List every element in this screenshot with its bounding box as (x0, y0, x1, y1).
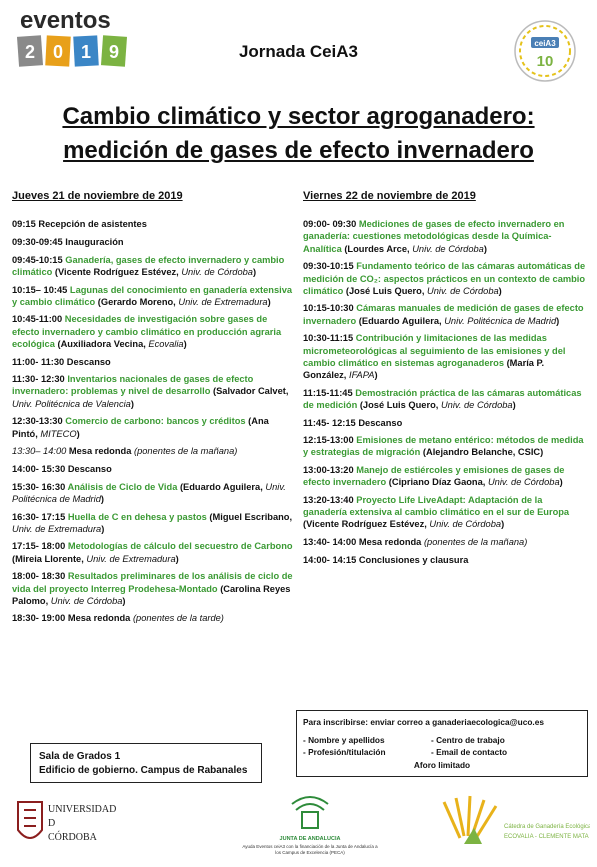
item-time: 11:45- 12:15 (303, 417, 356, 428)
item-talk-title: Metodologías de cálculo del secuestro de Carbono (65, 541, 293, 552)
uco-logo-line1: UNIVERSIDAD (48, 804, 117, 815)
item-close-paren: ) (100, 493, 104, 504)
schedule-item (303, 554, 588, 566)
item-speaker: (María P. González, (303, 357, 545, 380)
item-speaker: (Carolina Reyes Palomo, (12, 583, 291, 606)
item-time: 10:30-11:15 (303, 333, 354, 344)
item-time: 09:15 (12, 219, 36, 230)
item-talk-title: Ganadería, gases de efecto invernadero y cambio climático (12, 254, 285, 277)
item-speaker: (Miguel Escribano, (206, 511, 293, 522)
schedule-item (303, 332, 588, 381)
day1-heading: Jueves 21 de noviembre de 2019 (12, 190, 183, 202)
schedule-item (303, 464, 588, 488)
item-close-paren: ) (512, 399, 516, 410)
schedule-item (303, 536, 588, 548)
ceia3-10-logo (512, 18, 578, 84)
day2-heading: Viernes 22 de noviembre de 2019 (303, 190, 476, 202)
item-affiliation: Univ. de Extremadura (175, 296, 268, 307)
item-affiliation: Univ. de Córdoba (485, 477, 560, 488)
item-close-paren: ) (76, 428, 80, 439)
item-talk-title: Cámaras manuales de medición de gases de efecto invernadero (303, 303, 584, 326)
item-time: 11:15-11:45 (303, 387, 353, 398)
item-affiliation: Univ. de Córdoba (48, 595, 123, 606)
schedule-item (303, 387, 588, 411)
item-time: 10:15– 10:45 (12, 284, 68, 295)
registration-box (296, 710, 588, 777)
eventos-logo-word: eventos (20, 7, 111, 34)
item-time: 15:30- 16:30 (12, 481, 66, 492)
item-speaker: (Lourdes Arce, (341, 243, 410, 254)
item-close-paren: ) (130, 398, 134, 409)
item-close-paren: ) (267, 296, 271, 307)
schedule-item (12, 481, 294, 505)
schedule-item (12, 373, 294, 410)
schedule-item (12, 612, 294, 624)
schedule-item (12, 445, 294, 457)
item-talk-title: Demostración práctica de las cámaras automáticas de medición (303, 387, 582, 410)
schedule-item (12, 415, 294, 439)
item-affiliation: (ponentes de la mañana) (131, 446, 238, 457)
schedule-item (12, 254, 294, 278)
item-talk-title: Fundamento teórico de las cámaras automáticas de medición de CO₂: aspectos prácticos en un contexto de cambio climático (303, 261, 586, 296)
item-text: Mesa redonda (356, 537, 422, 548)
item-text: Mesa redonda (66, 446, 132, 457)
item-affiliation: Univ. Politécnica de Madrid (12, 481, 286, 504)
schedule-item (12, 511, 294, 535)
schedule-item (303, 434, 588, 458)
schedule-item (303, 417, 588, 429)
item-time: 13:00-13:20 (303, 465, 354, 476)
item-close-paren: ) (175, 553, 179, 564)
item-affiliation: Univ. de Extremadura (83, 553, 176, 564)
item-speaker: (José Luis Quero, (357, 399, 439, 410)
registration-field-name: - Nombre y apellidos (303, 735, 385, 745)
item-speaker: (Alejandro Belanche, CSIC) (420, 447, 544, 458)
event-title: Jornada CeiA3 (238, 42, 359, 61)
uco-logo-line2: D (48, 818, 56, 829)
item-speaker: (Gerardo Moreno, (95, 296, 176, 307)
day2-items (303, 218, 588, 566)
item-speaker: (Cipriano Díaz Gaona, (386, 477, 486, 488)
item-affiliation: (ponentes de la tarde) (130, 613, 224, 624)
item-text: Inauguración (62, 236, 124, 247)
item-close-paren: ) (122, 595, 126, 606)
junta-andalucia-logo (240, 790, 380, 860)
item-talk-title: Proyecto Life LiveAdapt: Adaptación de la ganadería extensiva al cambio climático en el sur de Europa (303, 495, 570, 518)
schedule-item (12, 218, 294, 230)
ceia3-logo-text: ceiA3 (534, 39, 556, 48)
venue-building: Edificio de gobierno. Campus de Rabanales (39, 765, 248, 776)
item-close-paren: ) (498, 285, 502, 296)
item-speaker: (José Luis Quero, (343, 285, 425, 296)
item-affiliation: Univ. Politécnica de Madrid (441, 315, 557, 326)
item-text: Descanso (64, 356, 111, 367)
item-affiliation: (ponentes de la mañana) (421, 537, 528, 548)
schedule-item (12, 236, 294, 248)
schedule-item (303, 260, 588, 297)
item-talk-title: Comercio de carbono: bancos y créditos (62, 416, 246, 427)
schedule-item (12, 463, 294, 475)
ecovalia-logo (430, 788, 590, 858)
item-speaker: (Ana Pintó, (12, 416, 269, 439)
item-talk-title: Contribución y limitaciones de las medidas micrometeorológicas al seguimiento de las emisiones y del cambio climático en sistemas agroganaderos (303, 333, 566, 368)
registration-field-profession: - Profesión/titulación (303, 747, 386, 757)
item-affiliation: IFAPA (346, 369, 375, 380)
item-close-paren: ) (501, 519, 505, 530)
schedule-item (12, 540, 294, 564)
schedule-item (12, 570, 294, 607)
item-speaker: (Vicente Rodríguez Estévez, (303, 519, 427, 530)
item-close-paren: ) (183, 338, 187, 349)
item-time: 17:15- 18:00 (12, 541, 66, 552)
main-title (0, 100, 597, 168)
registration-intro: Para inscribirse: enviar correo a ganaderiaecologica@uco.es (303, 717, 544, 727)
eventos-year-digit: 1 (80, 42, 92, 62)
item-speaker: (Eduardo Aguilera, (356, 315, 442, 326)
item-affiliation: Univ. de Córdoba (426, 519, 502, 530)
item-time: 18:30- 19:00 (12, 613, 66, 624)
ecovalia-line1: Cátedra de Ganadería Ecológica (504, 824, 590, 830)
eventos-year-digit: 0 (52, 42, 64, 62)
item-talk-title: Mediciones de gases de efecto invernadero en ganadería: cuestiones metodológicas desde la Química-Analítica (303, 219, 565, 254)
junta-logo-name: JUNTA DE ANDALUCIA (279, 836, 341, 842)
eventos-year-digit: 2 (24, 42, 36, 62)
item-speaker: (Mireia Llorente, (12, 553, 84, 564)
uco-logo-line3: CÓRDOBA (48, 832, 97, 843)
item-close-paren: ) (252, 266, 257, 277)
day2-schedule (303, 190, 588, 572)
item-time: 16:30- 17:15 (12, 511, 66, 522)
item-close-paren: ) (374, 369, 378, 380)
item-talk-title: Necesidades de investigación sobre gases de efecto invernadero y cambio climático en producción agraria ecológica (12, 314, 282, 349)
schedule-item (303, 302, 588, 326)
registration-field-workplace: - Centro de trabajo (431, 735, 505, 745)
junta-caption: Ayuda Eventos ceiA3 con la financiación de la Junta de Andalucía a los Campus de Excelencia (PECA) (242, 844, 378, 855)
universidad-cordoba-logo (12, 796, 122, 856)
item-close-paren: ) (483, 243, 487, 254)
item-affiliation: Univ. de Córdoba (409, 243, 484, 254)
item-speaker: (Vicente Rodríguez Estévez, (52, 266, 179, 277)
day1-items (12, 218, 294, 624)
item-affiliation: Univ. de Extremadura (12, 523, 102, 534)
item-time: 18:00- 18:30 (12, 571, 66, 582)
item-text: Descanso (355, 417, 403, 428)
day1-schedule (12, 190, 294, 630)
schedule-item (303, 218, 588, 255)
item-talk-title: Inventarios nacionales de gases de efecto invernadero: problemas y nivel de desarrollo (12, 374, 254, 397)
item-time: 10:15-10:30 (303, 303, 354, 314)
item-affiliation: Univ. de Córdoba (424, 285, 499, 296)
ceia3-logo-number: 10 (536, 53, 554, 70)
item-close-paren: ) (556, 315, 560, 326)
schedule-item (12, 284, 294, 308)
ecovalia-line2: ECOVALIA - CLEMENTE MATA (504, 834, 589, 840)
item-affiliation: Univ. Politécnica de Valencia (12, 398, 131, 409)
item-speaker: (Salvador Calvet, (210, 386, 289, 397)
item-talk-title: Emisiones de metano entérico: métodos de medida y estrategias de migración (303, 435, 584, 458)
item-affiliation: Ecovalia (145, 338, 184, 349)
item-time: 12:30-13:30 (12, 416, 63, 427)
item-time: 13:30– 14:00 (12, 446, 67, 457)
item-time: 11:00- 11:30 (12, 356, 65, 367)
item-text: Descanso (65, 463, 112, 474)
schedule-item (12, 356, 294, 368)
venue-room: Sala de Grados 1 (39, 751, 121, 762)
main-title-line1: Cambio climático y sector agroganadero: (62, 103, 535, 130)
item-close-paren: ) (101, 523, 105, 534)
item-time: 14:00- 15:30 (12, 463, 66, 474)
item-time: 09:30-10:15 (303, 261, 354, 272)
venue-box (30, 743, 262, 783)
item-talk-title: Huella de C en dehesa y pastos (65, 511, 207, 522)
item-talk-title: Análisis de Ciclo de Vida (65, 481, 178, 492)
item-talk-title: Manejo de estiércoles y emisiones de gases de efecto invernadero (303, 465, 565, 488)
item-text: Conclusiones y clausura (356, 554, 469, 565)
item-time: 12:15-13:00 (303, 435, 354, 446)
item-talk-title: Resultados preliminares de los análisis de ciclo de vida del proyecto Interreg Prodehesa-Montado (12, 571, 293, 594)
item-time: 14:00- 14:15 (303, 554, 357, 565)
schedule-item (303, 494, 588, 531)
item-affiliation: Univ. de Córdoba (438, 399, 513, 410)
eventos-year-digit: 9 (108, 42, 120, 62)
main-title-line2: medición de gases de efecto invernadero (63, 137, 534, 164)
item-speaker: (Auxiliadora Vecina, (54, 338, 146, 349)
registration-field-email: - Email de contacto (431, 747, 508, 757)
item-text: Mesa redonda (65, 613, 131, 624)
item-affiliation: Univ. de Córdoba (178, 266, 253, 277)
registration-capacity-note: Aforo limitado (413, 760, 471, 770)
item-close-paren: ) (559, 477, 563, 488)
item-time: 09:45-10:15 (12, 254, 63, 265)
item-time: 11:30- 12:30 (12, 374, 65, 385)
item-affiliation: MITECO (37, 428, 77, 439)
item-time: 09:30-09:45 (12, 236, 63, 247)
item-time: 13:40- 14:00 (303, 537, 357, 548)
item-time: 10:45-11:00 (12, 314, 63, 325)
item-speaker: (Eduardo Aguilera, (177, 481, 263, 492)
item-text: Recepción de asistentes (35, 219, 147, 230)
item-time: 09:00- 09:30 (303, 219, 357, 230)
schedule-item (12, 313, 294, 350)
item-time: 13:20-13:40 (303, 495, 354, 506)
item-talk-title: Lagunas del conocimiento en ganadería extensiva y cambio climático (12, 284, 293, 307)
